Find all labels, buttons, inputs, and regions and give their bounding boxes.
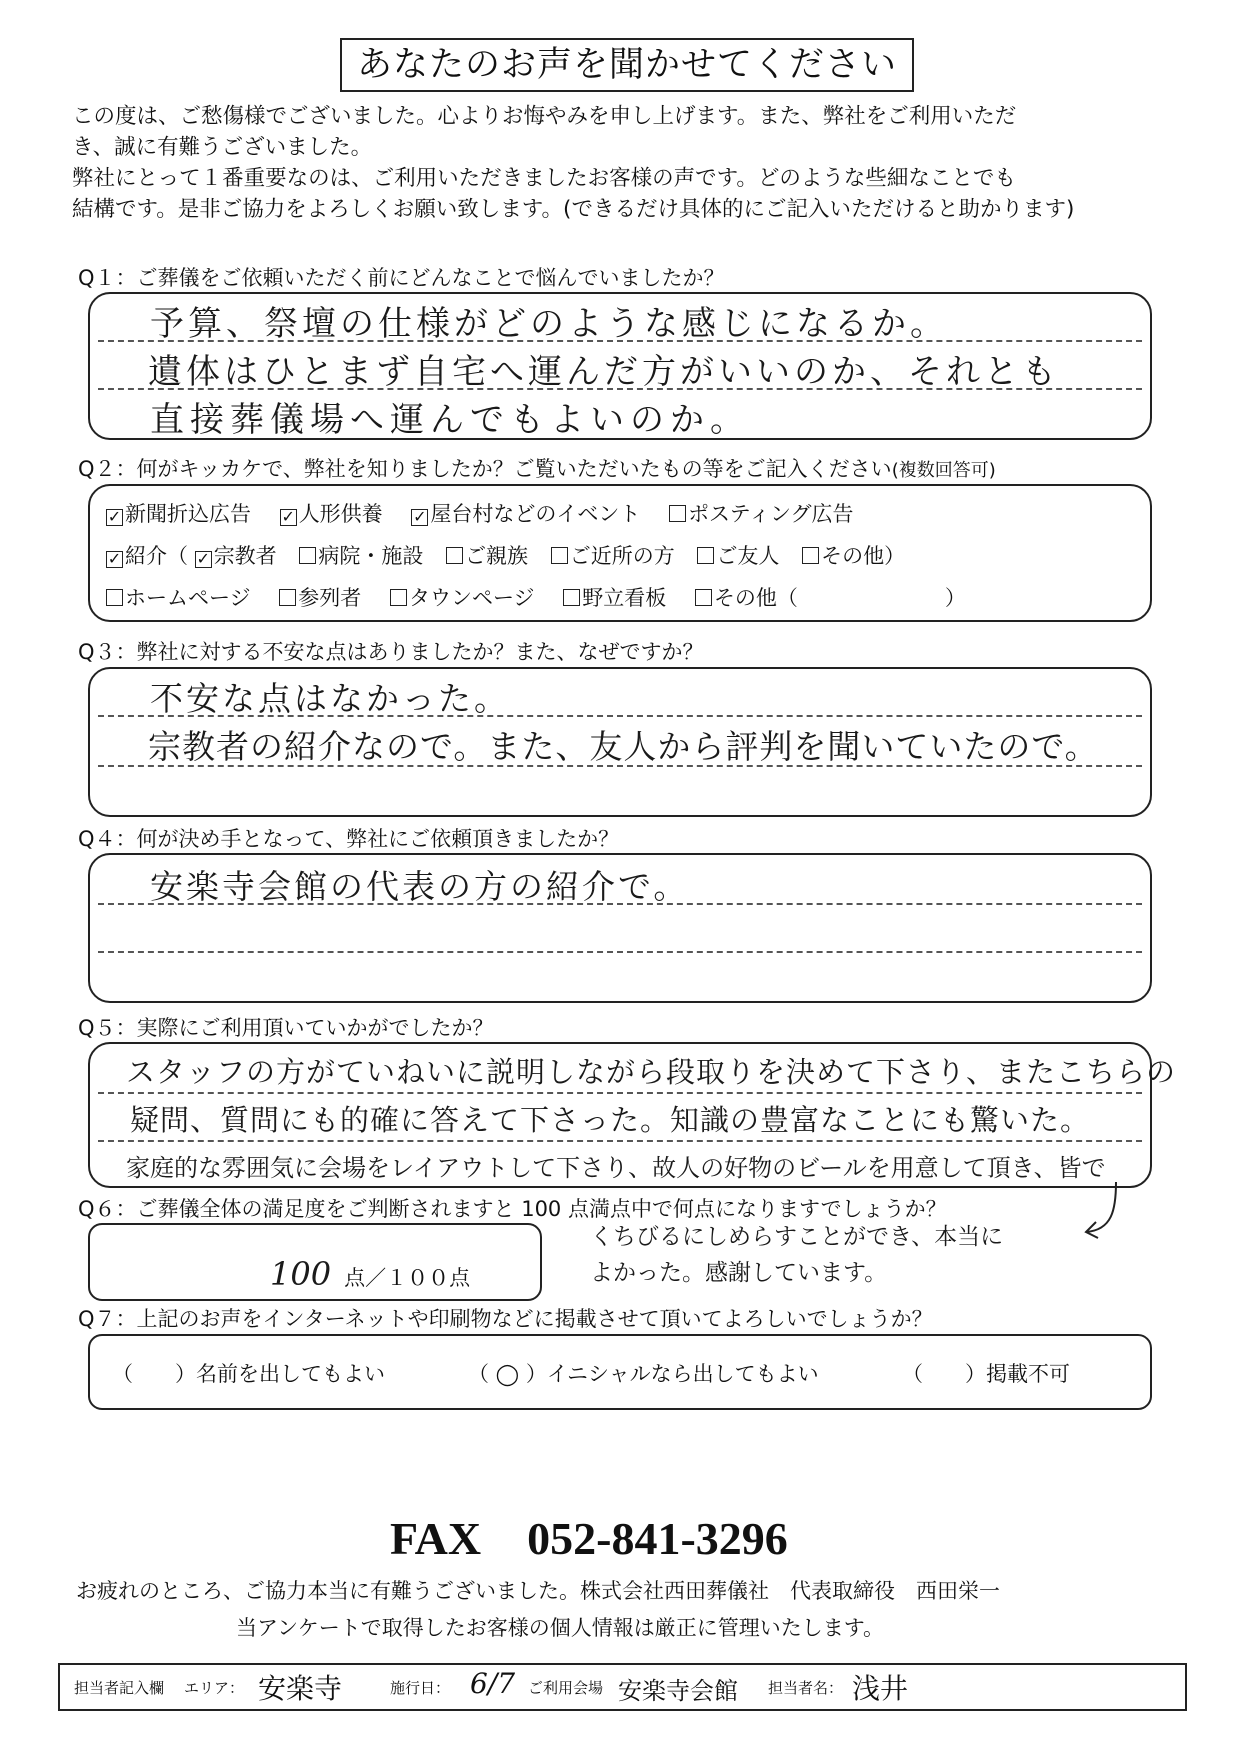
q2-option[interactable]: ご友人 <box>697 544 779 568</box>
checkbox[interactable] <box>669 505 686 522</box>
checkbox-checked[interactable]: ✓ <box>107 549 122 568</box>
q7-option-decline[interactable]: （ ）掲載不可 <box>902 1362 1070 1386</box>
fax-number: FAX 052-841-3296 <box>390 1513 788 1564</box>
q2-label <box>78 453 996 483</box>
checkbox[interactable] <box>802 547 819 564</box>
q2-options-box <box>88 484 1152 622</box>
q5-answer-2: 疑問、質問にも的確に答えて下さった。知識の豊富なことにも驚いた。 <box>130 1103 1091 1137</box>
q2-option[interactable]: ポスティング広告 <box>669 502 853 526</box>
q2-note: (複数回答可) <box>891 460 996 481</box>
q4-answer-1: 安楽寺会館の代表の方の紹介で。 <box>150 867 690 906</box>
q2-option[interactable]: その他） <box>802 544 905 568</box>
page-title: あなたのお声を聞かせてください <box>340 38 914 92</box>
q2-row-3 <box>106 582 966 612</box>
q6-score-value: 100 <box>270 1255 332 1293</box>
q4-answer-box[interactable] <box>88 853 1152 1003</box>
checkbox[interactable] <box>563 589 580 606</box>
q5-answer-1: スタッフの方がていねいに説明しながら段取りを決めて下さり、またこちらの <box>126 1055 1177 1089</box>
q2-option[interactable]: 病院・施設 <box>299 544 423 568</box>
q2-option[interactable]: ✓ 人形供養 <box>281 502 383 526</box>
checkbox-checked[interactable]: ✓ <box>281 507 295 526</box>
checkbox-checked[interactable]: ✓ <box>107 507 122 526</box>
q6-label: Q６：ご葬儀全体の満足度をご判断されますと 100 点満点中で何点になりますでしょうか？ <box>78 1197 947 1221</box>
staff-section-label: 担当者記入欄 <box>74 1679 165 1697</box>
staff-entry-field <box>58 1663 1187 1711</box>
person-value[interactable]: 浅井 <box>852 1672 909 1705</box>
intro-line-3: 弊社にとって１番重要なのは、ご利用いただきましたお客様の声です。どのような些細なことでも <box>72 166 1016 191</box>
answer-line <box>98 1092 1142 1094</box>
q1-answer-2: 遺体はひとまず自宅へ運んだ方がいいのか、それとも <box>148 352 1060 392</box>
q7-option-initial[interactable]: （ ◯ ）イニシャルなら出してもよい <box>468 1362 819 1386</box>
thanks-text: お疲れのところ、ご協力本当に有難うございました。株式会社西田葬儀社 代表取締役 西田栄一 <box>76 1579 1000 1603</box>
checkbox[interactable] <box>695 589 712 606</box>
checkbox-checked[interactable]: ✓ <box>196 549 210 568</box>
q2-option[interactable]: その他（ ） <box>695 586 966 610</box>
privacy-text: 当アンケートで取得したお客様の個人情報は厳正に管理いたします。 <box>236 1616 885 1640</box>
q6-score <box>270 1255 470 1293</box>
q3-answer-1: 不安な点はなかった。 <box>150 679 510 718</box>
person-label: 担当者名： <box>768 1679 844 1697</box>
q6-score-box[interactable] <box>88 1223 542 1301</box>
q6-score-suffix: 点／１００点 <box>344 1266 471 1290</box>
q2-option[interactable]: 参列者 <box>279 586 361 610</box>
q5-overflow-2: よかった。感謝しています。 <box>590 1260 888 1286</box>
q3-label: Q３：弊社に対する不安な点はありましたか？また、なぜですか？ <box>78 640 704 664</box>
q2-option[interactable]: ✓ 新聞折込広告 <box>107 502 251 526</box>
area-value[interactable]: 安楽寺 <box>258 1672 343 1705</box>
checkbox[interactable] <box>697 547 714 564</box>
checkbox[interactable] <box>551 547 568 564</box>
intro-line-2: き、誠に有難うございました。 <box>72 135 373 160</box>
q2-option[interactable]: ホームページ <box>106 586 251 610</box>
q2-option[interactable]: ✓ 屋台村などのイベント <box>413 502 641 526</box>
answer-line <box>98 951 1142 953</box>
q2-label-text: Q２：何がキッカケで、弊社を知りましたか？ご覧いただいたもの等をご記入ください <box>78 457 892 481</box>
q1-answer-box[interactable] <box>88 292 1152 440</box>
date-value[interactable]: 6/7 <box>470 1667 516 1700</box>
q7-option-name[interactable]: （ ）名前を出してもよい <box>112 1362 385 1386</box>
q1-answer-1: 予算、祭壇の仕様がどのような感じになるか。 <box>150 304 948 344</box>
q2-option[interactable]: タウンページ <box>390 586 535 610</box>
date-label: 施行日： <box>390 1679 451 1697</box>
q2-row-1 <box>106 498 854 528</box>
selected-circle-icon: （ ◯ ） <box>468 1362 547 1386</box>
q5-answer-3: 家庭的な雰囲気に会場をレイアウトして下さり、故人の好物のビールを用意して頂き、皆で <box>126 1154 1106 1182</box>
arrow-icon <box>1080 1180 1130 1246</box>
q1-answer-3: 直接葬儀場へ運んでもよいのか。 <box>150 400 750 440</box>
q1-label: Q１：ご葬儀をご依頼いただく前にどんなことで悩んでいましたか？ <box>78 266 725 290</box>
q2-row-2 <box>106 540 905 570</box>
venue-label: ご利用会場 <box>528 1679 604 1697</box>
q5-overflow-1: くちびるにしめらすことができ、本当に <box>590 1224 1004 1250</box>
checkbox[interactable] <box>106 589 123 606</box>
q2-option[interactable]: ✓ 紹介（ <box>107 544 188 568</box>
q7-options-box <box>88 1334 1152 1410</box>
answer-line <box>98 1140 1142 1142</box>
q2-option[interactable]: ご近所の方 <box>551 544 675 568</box>
checkbox-checked[interactable]: ✓ <box>413 507 427 526</box>
q2-option[interactable]: 野立看板 <box>563 586 666 610</box>
q2-option[interactable]: ご親族 <box>446 544 528 568</box>
q3-answer-2: 宗教者の紹介なので。また、友人から評判を聞いていたので。 <box>148 727 1099 766</box>
checkbox[interactable] <box>299 547 316 564</box>
q5-answer-box[interactable] <box>88 1042 1177 1188</box>
area-label: エリア： <box>184 1679 245 1697</box>
q4-label: Q４：何が決め手となって、弊社にご依頼頂きましたか？ <box>78 827 620 851</box>
venue-value[interactable]: 安楽寺会館 <box>618 1677 738 1705</box>
intro-line-1: この度は、ご愁傷様でございました。心よりお悔やみを申し上げます。また、弊社をご利用いただ <box>72 104 1017 129</box>
checkbox[interactable] <box>279 589 296 606</box>
q7-label: Q７：上記のお声をインターネットや印刷物などに掲載させて頂いてよろしいでしょうか？ <box>78 1307 933 1331</box>
q3-answer-box[interactable] <box>88 667 1152 817</box>
q5-label: Q５：実際にご利用頂いていかがでしたか？ <box>78 1016 494 1040</box>
checkbox[interactable] <box>446 547 463 564</box>
intro-line-4: 結構です。是非ご協力をよろしくお願い致します。(できるだけ具体的にご記入いただけると助かります) <box>72 197 1075 222</box>
checkbox[interactable] <box>390 589 407 606</box>
q2-option[interactable]: ✓ 宗教者 <box>196 544 277 568</box>
